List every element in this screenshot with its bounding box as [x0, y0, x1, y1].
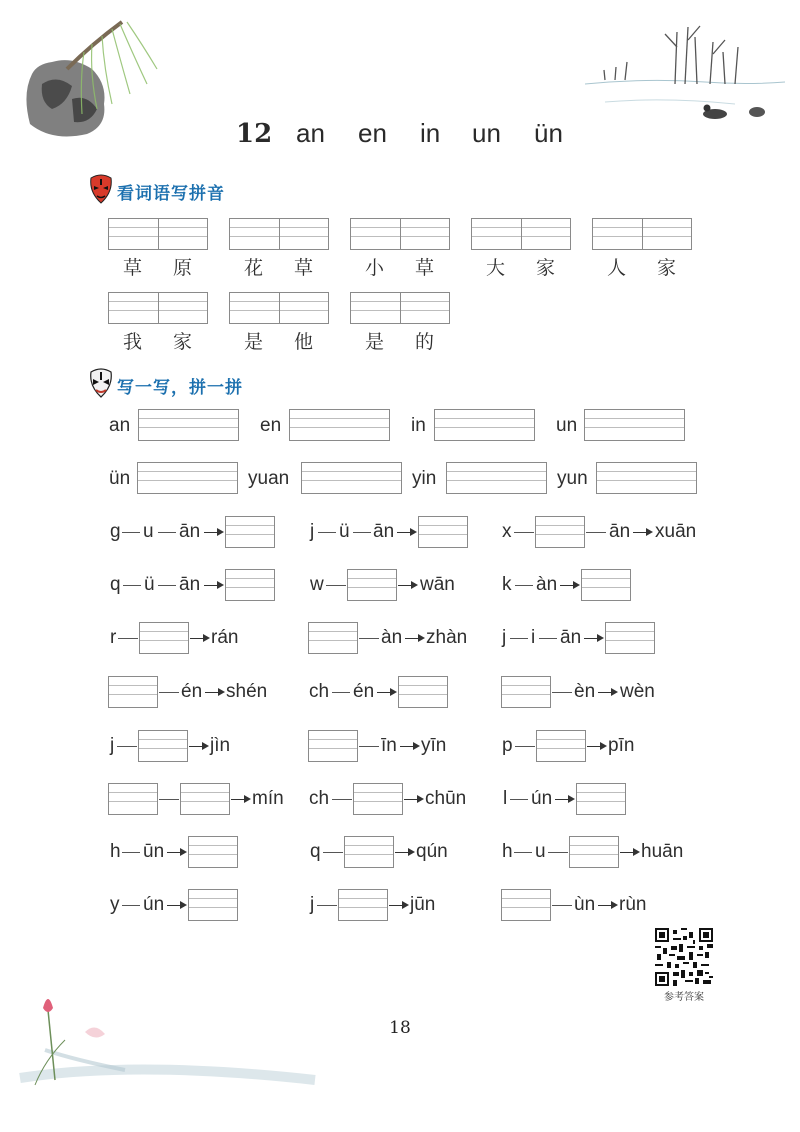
answer-box[interactable]: [584, 409, 685, 441]
arrow: [404, 799, 422, 800]
result-text: chūn: [425, 788, 467, 809]
part-text: u: [143, 521, 154, 542]
rime-in: in: [420, 118, 441, 148]
arrow: [587, 746, 605, 747]
part-text: g: [110, 521, 121, 542]
connector: [323, 852, 343, 853]
connector: [515, 585, 533, 586]
result-text: huān: [641, 841, 684, 862]
qr-code[interactable]: [655, 928, 713, 986]
part-text: ān: [179, 521, 201, 542]
answer-box[interactable]: [301, 462, 402, 494]
part-text: k: [502, 574, 512, 595]
answer-box[interactable]: [569, 836, 619, 868]
connector: [159, 799, 179, 800]
arrow: [598, 692, 616, 693]
answer-box[interactable]: [308, 622, 358, 654]
part-text: u: [535, 841, 546, 862]
part-text: i: [531, 627, 536, 648]
word-char: 他: [294, 331, 314, 353]
rime-uu: ün: [534, 118, 563, 148]
answer-box[interactable]: [501, 889, 551, 921]
arrow: [405, 638, 423, 639]
word-char: 人: [607, 257, 627, 279]
answer-box[interactable]: [446, 462, 547, 494]
answer-box[interactable]: [188, 889, 238, 921]
part-text: ān: [609, 521, 631, 542]
rime-en: en: [358, 118, 387, 148]
answer-box[interactable]: [308, 730, 358, 762]
part-text: q: [110, 574, 121, 595]
answer-box[interactable]: [338, 889, 388, 921]
result-text: yīn: [421, 735, 447, 756]
connector: [332, 799, 352, 800]
pinyin-box[interactable]: [108, 292, 208, 324]
pinyin-box[interactable]: [229, 218, 329, 250]
arrow: [620, 852, 638, 853]
result-text: shén: [226, 681, 268, 702]
result-text: pīn: [608, 735, 635, 756]
connector: [159, 692, 179, 693]
lesson-title: [236, 118, 563, 152]
connector: [539, 638, 557, 639]
part-text: x: [502, 521, 512, 542]
word-char: 原: [173, 257, 193, 279]
connector: [510, 799, 528, 800]
connector: [332, 692, 350, 693]
arrow: [204, 532, 222, 533]
connector: [515, 746, 535, 747]
winter-lake-illustration: [585, 22, 785, 132]
word-char: 家: [657, 257, 677, 279]
part-text: r: [110, 627, 117, 648]
answer-box[interactable]: [536, 730, 586, 762]
connector: [117, 746, 137, 747]
connector: [158, 585, 176, 586]
arrow: [167, 852, 185, 853]
section-title-2: 写一写，拼一拼: [117, 378, 243, 398]
word-char: 花: [244, 257, 264, 279]
rime-label: un: [556, 415, 578, 436]
word-char: 家: [173, 331, 193, 353]
result-text: wèn: [620, 681, 655, 702]
part-text: ún: [531, 788, 553, 809]
result-text: zhàn: [426, 627, 468, 648]
rime-an: an: [296, 118, 325, 148]
part-text: j: [310, 521, 315, 542]
connector: [326, 585, 346, 586]
connector: [510, 638, 528, 639]
result-text: mín: [252, 788, 284, 809]
connector: [586, 532, 606, 533]
word-char: 我: [123, 331, 143, 353]
opera-mask-icon: [88, 368, 114, 398]
part-text: ūn: [143, 841, 165, 862]
result-text: jūn: [410, 894, 436, 915]
arrow: [400, 746, 418, 747]
word-char: 的: [415, 331, 435, 353]
answer-box[interactable]: [353, 783, 403, 815]
result-text: xuān: [655, 521, 697, 542]
word-char: 家: [536, 257, 556, 279]
part-text: q: [310, 841, 321, 862]
part-text: ü: [339, 521, 350, 542]
result-text: wān: [420, 574, 455, 595]
answer-box[interactable]: [225, 516, 275, 548]
connector: [158, 532, 176, 533]
word-char: 小: [365, 257, 385, 279]
answer-box[interactable]: [138, 409, 239, 441]
lotus-illustration: [15, 990, 325, 1090]
rime-un: un: [472, 118, 501, 148]
arrow: [167, 905, 185, 906]
answer-box[interactable]: [188, 836, 238, 868]
pinyin-box[interactable]: [471, 218, 571, 250]
lesson-number: 12: [236, 119, 273, 149]
part-text: h: [110, 841, 121, 862]
word-char: 草: [294, 257, 314, 279]
arrow: [231, 799, 249, 800]
arrow: [395, 852, 413, 853]
connector: [123, 585, 141, 586]
part-text: j: [110, 735, 115, 756]
arrow: [205, 692, 223, 693]
connector: [552, 905, 572, 906]
answer-box[interactable]: [108, 676, 158, 708]
pinyin-box[interactable]: [350, 292, 450, 324]
pinyin-box[interactable]: [108, 218, 208, 250]
rime-label: en: [260, 415, 282, 436]
answer-box[interactable]: [605, 622, 655, 654]
answer-box[interactable]: [225, 569, 275, 601]
part-text: én: [353, 681, 375, 702]
part-text: h: [502, 841, 513, 862]
page-number: 18: [389, 1018, 411, 1038]
arrow: [398, 585, 416, 586]
connector: [353, 532, 371, 533]
part-text: j: [502, 627, 507, 648]
syllable-label: yun: [557, 468, 588, 489]
pinyin-box[interactable]: [229, 292, 329, 324]
section-title-1: 看词语写拼音: [117, 184, 225, 204]
qr-caption: 参考答案: [664, 992, 704, 1003]
result-text: jìn: [210, 735, 231, 756]
answer-box[interactable]: [138, 730, 188, 762]
arrow: [377, 692, 395, 693]
connector: [359, 638, 379, 639]
answer-box[interactable]: [180, 783, 230, 815]
connector: [122, 905, 140, 906]
connector: [359, 746, 379, 747]
rime-label: in: [411, 415, 426, 436]
arrow: [189, 746, 207, 747]
part-text: àn: [381, 627, 403, 648]
arrow: [560, 585, 578, 586]
part-text: ch: [309, 788, 330, 809]
answer-box[interactable]: [434, 409, 535, 441]
answer-box[interactable]: [347, 569, 397, 601]
part-text: ún: [143, 894, 165, 915]
answer-box[interactable]: [596, 462, 697, 494]
answer-box[interactable]: [535, 516, 585, 548]
answer-box[interactable]: [137, 462, 238, 494]
connector: [552, 692, 572, 693]
syllable-label: yuan: [248, 468, 290, 489]
connector: [514, 852, 532, 853]
connector: [514, 532, 534, 533]
part-text: ān: [179, 574, 201, 595]
connector: [118, 638, 138, 639]
part-text: l: [503, 788, 508, 809]
word-char: 草: [123, 257, 143, 279]
arrow: [389, 905, 407, 906]
answer-box[interactable]: [289, 409, 390, 441]
connector: [317, 905, 337, 906]
arrow: [397, 532, 415, 533]
part-text: én: [181, 681, 203, 702]
arrow: [633, 532, 651, 533]
connector: [122, 532, 140, 533]
arrow: [598, 905, 616, 906]
word-char: 是: [244, 331, 264, 353]
arrow: [204, 585, 222, 586]
part-text: ān: [373, 521, 395, 542]
rime-label: an: [109, 415, 131, 436]
answer-box[interactable]: [139, 622, 189, 654]
result-text: rán: [211, 627, 239, 648]
result-text: qún: [416, 841, 448, 862]
answer-box[interactable]: [418, 516, 468, 548]
answer-box[interactable]: [501, 676, 551, 708]
connector: [122, 852, 140, 853]
word-char: 大: [486, 257, 506, 279]
part-text: y: [110, 894, 120, 915]
answer-box[interactable]: [398, 676, 448, 708]
part-text: ùn: [574, 894, 596, 915]
opera-mask-icon: [88, 174, 114, 204]
answer-box[interactable]: [108, 783, 158, 815]
rock-willow-illustration: [12, 14, 162, 144]
part-text: èn: [574, 681, 596, 702]
rime-label: ün: [109, 468, 131, 489]
part-text: w: [310, 574, 324, 595]
connector: [548, 852, 568, 853]
part-text: īn: [381, 735, 397, 756]
part-text: ān: [560, 627, 582, 648]
arrow: [584, 638, 602, 639]
arrow: [190, 638, 208, 639]
arrow: [555, 799, 573, 800]
part-text: j: [310, 894, 315, 915]
part-text: p: [502, 735, 513, 756]
answer-box[interactable]: [344, 836, 394, 868]
word-char: 草: [415, 257, 435, 279]
answer-box[interactable]: [581, 569, 631, 601]
connector: [318, 532, 336, 533]
part-text: ch: [309, 681, 330, 702]
result-text: rùn: [619, 894, 647, 915]
syllable-label: yin: [412, 468, 437, 489]
pinyin-box[interactable]: [592, 218, 692, 250]
part-text: ü: [144, 574, 155, 595]
pinyin-box[interactable]: [350, 218, 450, 250]
part-text: àn: [536, 574, 558, 595]
answer-box[interactable]: [576, 783, 626, 815]
word-char: 是: [365, 331, 385, 353]
